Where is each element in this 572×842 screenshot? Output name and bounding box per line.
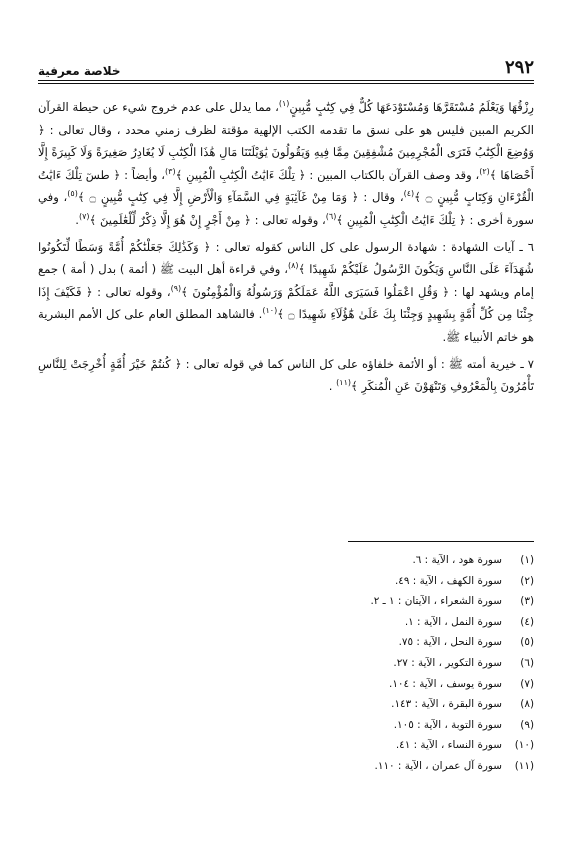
footnote-number: (٣) — [520, 595, 534, 608]
body-text-run: ، وفي سورة أخرى : — [38, 190, 534, 227]
paragraph-3 — [38, 353, 534, 398]
body-text-run: . — [328, 379, 337, 394]
footnote-marker: (٧) — [78, 212, 90, 222]
footnote-text: سورة النساء ، الآية : ٤١. — [395, 739, 502, 752]
running-title: خلاصة معرفية — [38, 64, 121, 78]
footnote-item — [114, 571, 534, 592]
quran-verse: ﴿ وَمَا مِنْ غَآئِبَةٍ فِي السَّمَآءِ وَالْأَرْضِ إِلَّا فِي كِتَٰبٍ مُّبِينٍ ۝ ﴾ — [77, 190, 359, 205]
footnote-number: (٧) — [520, 677, 534, 690]
footnote-text: سورة هود ، الآية : ٦. — [412, 554, 502, 566]
footnote-item — [114, 550, 534, 571]
footnote-marker: (٢) — [479, 166, 490, 176]
footnote-item — [114, 694, 534, 715]
footnote-marker: (٦) — [325, 212, 337, 222]
body-text-run: ، وقال : — [358, 190, 404, 205]
footnote-text: سورة الشعراء ، الآيتان : ١ ـ ٢. — [370, 595, 502, 608]
footnote-number: (١) — [520, 554, 534, 566]
body-text-run: ، وقوله تعالى : — [92, 284, 171, 299]
footnote-marker: (٩) — [170, 283, 182, 293]
footnote-marker: (١١) — [336, 378, 352, 388]
footnote-item — [114, 653, 534, 674]
footnote-item — [114, 612, 534, 633]
footnote-text: سورة الكهف ، الآية : ٤٩. — [394, 574, 502, 587]
footnote-item — [114, 735, 534, 756]
quran-verse: ﴿ وَكَذَٰلِكَ جَعَلْنَٰكُمْ أُمَّةً وَسَطًا لِّتَكُونُوا شُهَدَآءَ عَلَى النَّاسِ وَيَكُونَ الرَّسُولُ عَلَيْكُمْ شَهِيدًا ﴾ — [38, 239, 534, 277]
footnote-text: سورة النمل ، الآية : ١. — [404, 615, 502, 628]
paragraph-1 — [38, 96, 534, 232]
footnote-text: سورة التكوير ، الآية : ٢٧. — [393, 656, 502, 669]
footnote-marker: (٨) — [287, 261, 299, 271]
quran-verse: ﴿ تِلْكَ ءَايَٰتُ الْكِتَٰبِ الْمُبِينِ ﴾ — [336, 212, 466, 227]
footnote-number: (٨) — [520, 698, 534, 711]
body-text — [38, 96, 534, 398]
body-text-run: ، وأيضاً : — [120, 167, 166, 182]
quran-verse: ﴿ وَقُلِ اعْمَلُوا فَسَيَرَى اللَّهُ عَمَلَكُمْ وَرَسُولُهُ وَالْمُؤْمِنُونَ ﴾ — [181, 284, 450, 299]
body-text-run: ، مما يدلل على عدم خروج شيء عن حيطة القرآن الكريم المبين فليس هو على نسق ما تقدمه الكتب الإلهية مؤقتة لظرف زمني محدد ، وقال تعالى : — [38, 100, 534, 137]
quran-verse: رِزْقُهَا وَيَعْلَمُ مُسْتَقَرَّهَا وَمُسْتَوْدَعَهَا كُلٌّ فِي كِتَٰبٍ مُّبِينٍ — [289, 100, 534, 114]
footnote-marker: (٣) — [165, 166, 176, 176]
body-text-run: . فالشاهد المطلق العام على كل الأمم البشرية هو خاتم الأنبياء ﷺ. — [38, 307, 534, 344]
body-text-run: ٦ ـ آيات الشهادة : شهادة الرسول على كل الناس كقوله تعالى : — [210, 239, 534, 254]
body-text-run: . — [75, 212, 79, 227]
body-text-run: ، وفي قراءة أهل البيت ﷺ ( أئمة ) بدل ( أمة ) جمع إمام ويشهد لها : — [38, 262, 535, 299]
footnote-item — [114, 591, 534, 612]
footnote-marker: (١٠) — [262, 306, 278, 316]
footnote-number: (٢) — [520, 574, 534, 587]
footnote-text: سورة البقرة ، الآية : ١٤٣. — [391, 698, 502, 711]
footnotes — [114, 550, 534, 777]
body-text-run: ، وقوله تعالى : — [250, 212, 326, 227]
footnote-marker: (٤) — [403, 189, 415, 199]
footnote-number: (١١) — [514, 759, 534, 772]
footnote-number: (٩) — [520, 718, 534, 731]
footnote-item — [114, 756, 534, 777]
footnote-text: سورة يوسف ، الآية : ١٠٤. — [389, 677, 502, 690]
quran-verse: ﴿ مِنْ أَجْرٍ إِنْ هُوَ إِلَّا ذِكْرٌ لِّلْعَٰلَمِينَ ﴾ — [89, 212, 251, 227]
page-header — [38, 56, 534, 78]
quran-verse: ﴿ كُنتُمْ خَيْرَ أُمَّةٍ أُخْرِجَتْ لِلنَّاسِ تَأْمُرُونَ بِالْمَعْرُوفِ وَتَنْهَوْنَ عَنِ الْمُنكَرِ ﴾ — [38, 356, 534, 394]
quran-verse: ﴿ فَكَيْفَ إِذَا جِئْنَا مِن كُلِّ أُمَّةٍ بِشَهِيدٍ وَجِئْنَا بِكَ عَلَىٰ هَٰٓؤُلَآءِ شَهِيدًا ۝ ﴾ — [38, 284, 534, 322]
paragraph-2 — [38, 236, 534, 349]
footnote-item — [114, 674, 534, 695]
footnote-marker: (١) — [278, 99, 290, 109]
page-number: ٢٩٢ — [504, 57, 534, 78]
quran-verse: ﴿ تِلْكَ ءَايَٰتُ الْكِتَٰبِ الْمُبِينِ ﴾ — [175, 167, 306, 182]
body-text-run: ، وقد وصف القرآن بالكتاب المبين : — [305, 167, 480, 182]
footnote-text: سورة التوبة ، الآية : ١٠٥. — [393, 718, 502, 731]
quran-verse: ﴿ طسٓ تِلْكَ ءَايَٰتُ الْقُرْءَانِ وَكِتَابٍ مُّبِينٍ ۝ ﴾ — [38, 167, 534, 205]
footnote-text: سورة آل عمران ، الآية : ١١٠. — [374, 759, 502, 772]
footnote-separator — [348, 541, 534, 542]
footnote-item — [114, 715, 534, 736]
footnote-text: سورة النحل ، الآية : ٧٥. — [398, 636, 502, 649]
footnote-number: (٤) — [520, 615, 534, 628]
quran-verse: ﴿ وَوُضِعَ الْكِتَٰبُ فَتَرَى الْمُجْرِمِينَ مُشْفِقِينَ مِمَّا فِيهِ وَيَقُولُونَ يَٰوَيْلَتَنَا مَالِ هَٰذَا الْكِتَٰبِ لَا يُغَادِرُ صَغِيرَةً وَلَا كَبِيرَةً إِلَّا أَحْصَاهَا ﴾ — [38, 122, 534, 182]
footnote-number: (٦) — [520, 656, 534, 669]
footnote-number: (٥) — [520, 636, 534, 649]
footnote-number: (١٠) — [514, 739, 534, 752]
body-text-run: ٧ ـ خيرية أمته ﷺ : أو الأئمة خلفاؤه على كل الناس كما في قوله تعالى : — [181, 356, 534, 371]
footnote-marker: (٥) — [67, 189, 78, 199]
footnote-item — [114, 632, 534, 653]
header-rule — [38, 80, 534, 84]
